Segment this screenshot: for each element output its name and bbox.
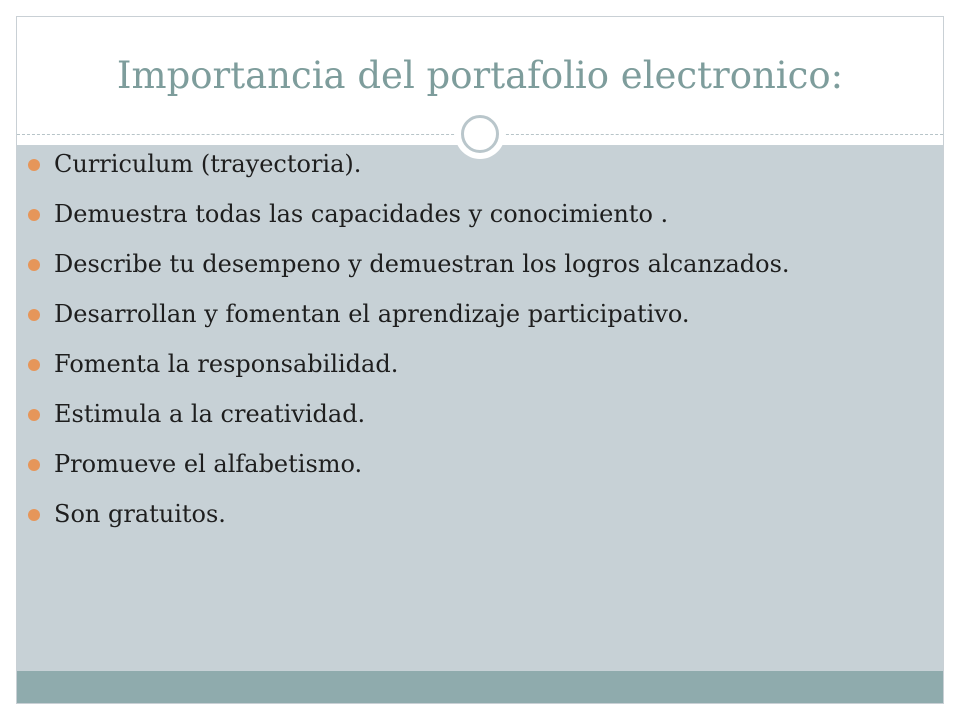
- bullet-dot-icon: [28, 159, 40, 171]
- bullet-dot-icon: [28, 259, 40, 271]
- bullet-item: [22, 348, 902, 380]
- bullet-text: Promueve el alfabetismo.: [54, 450, 363, 478]
- bullet-item: [22, 398, 902, 430]
- bullet-item: [22, 298, 902, 330]
- bottom-band: [17, 671, 943, 703]
- bullet-dot-icon: [28, 509, 40, 521]
- bullet-dot-icon: [28, 359, 40, 371]
- bullet-text: Describe tu desempeno y demuestran los logros alcanzados.: [54, 250, 790, 278]
- bullet-item: [22, 148, 902, 180]
- bullet-dot-icon: [28, 309, 40, 321]
- bullet-text: Estimula a la creatividad.: [54, 400, 366, 428]
- bullet-text: Fomenta la responsabilidad.: [54, 350, 399, 378]
- bullet-text: Son gratuitos.: [54, 500, 226, 528]
- bullet-item: [22, 498, 902, 530]
- bullet-text: Demuestra todas las capacidades y conocimiento .: [54, 200, 669, 228]
- slide-title: Importancia del portafolio electronico:: [116, 54, 844, 97]
- bullet-text: Curriculum (trayectoria).: [54, 150, 362, 178]
- bullet-dot-icon: [28, 209, 40, 221]
- bullet-dot-icon: [28, 409, 40, 421]
- bullet-item: [22, 248, 902, 280]
- bullet-dot-icon: [28, 459, 40, 471]
- bullet-text: Desarrollan y fomentan el aprendizaje participativo.: [54, 300, 690, 328]
- bullet-item: [22, 448, 902, 480]
- bullet-item: [22, 198, 902, 230]
- bullet-list: [22, 148, 902, 548]
